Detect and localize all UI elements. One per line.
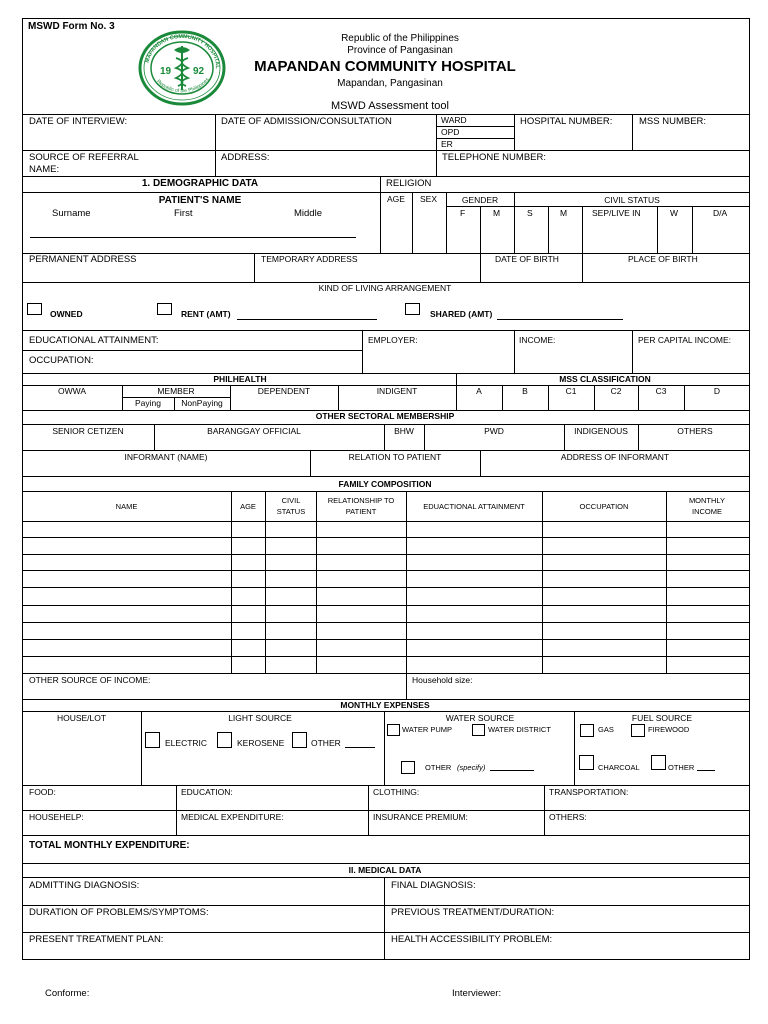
civil-w: W bbox=[670, 208, 679, 218]
family-composition-title: FAMILY COMPOSITION bbox=[338, 479, 432, 489]
shared-checkbox[interactable] bbox=[405, 303, 420, 315]
interviewer-label: Interviewer: bbox=[452, 988, 502, 999]
clothing-label: CLOTHING: bbox=[373, 787, 420, 797]
nonpaying-label: NonPaying bbox=[181, 398, 223, 408]
charcoal-label: CHARCOAL bbox=[598, 763, 640, 772]
bhw-label: BHW bbox=[394, 426, 414, 436]
owned-checkbox[interactable] bbox=[27, 303, 42, 315]
surname-label: Surname bbox=[52, 208, 91, 219]
water-pump-checkbox[interactable] bbox=[387, 724, 400, 736]
demographic-title: 1. DEMOGRAPHIC DATA bbox=[141, 178, 259, 189]
address-of-informant-label: ADDRESS OF INFORMANT bbox=[560, 452, 670, 462]
light-source-label: LIGHT SOURCE bbox=[228, 713, 292, 723]
date-of-interview-label: DATE OF INTERVIEW: bbox=[29, 116, 128, 127]
mss-a: A bbox=[476, 386, 482, 396]
total-expenditure-label: TOTAL MONTHLY EXPENDITURE: bbox=[29, 840, 190, 851]
admitting-diagnosis-label: ADMITTING DIAGNOSIS: bbox=[29, 880, 140, 891]
mss-c3: C3 bbox=[655, 386, 667, 396]
dependent-label: DEPENDENT bbox=[257, 386, 311, 396]
duration-of-problems-label: DURATION OF PROBLEMS/SYMPTOMS: bbox=[29, 907, 209, 918]
gender-label: GENDER bbox=[461, 195, 499, 205]
gender-m: M bbox=[493, 208, 501, 218]
province-text: Province of Pangasinan bbox=[347, 45, 453, 56]
owwa-label: OWWA bbox=[57, 386, 86, 396]
seal-year-left: 19 bbox=[160, 66, 172, 77]
fuel-other-checkbox[interactable] bbox=[651, 755, 666, 770]
gender-f: F bbox=[460, 208, 466, 218]
gas-checkbox[interactable] bbox=[580, 724, 594, 737]
water-specify-label: (specify) bbox=[457, 763, 486, 772]
age-label: AGE bbox=[387, 194, 405, 204]
water-source-label: WATER SOURCE bbox=[445, 713, 515, 723]
others-expense-label: OTHERS: bbox=[549, 812, 587, 822]
permanent-address-label: PERMANENT ADDRESS bbox=[29, 254, 137, 265]
indigent-label: INDIGENT bbox=[376, 386, 418, 396]
rent-checkbox[interactable] bbox=[157, 303, 172, 315]
senior-citizen-label: SENIOR CETIZEN bbox=[52, 426, 124, 436]
educational-attainment-label: EDUCATIONAL ATTAINMENT: bbox=[29, 335, 159, 346]
relation-to-patient-label: RELATION TO PATIENT bbox=[348, 452, 442, 462]
owned-label: OWNED bbox=[50, 309, 83, 319]
medical-data-title: II. MEDICAL DATA bbox=[348, 865, 422, 875]
member-label: MEMBER bbox=[157, 386, 195, 396]
mss-d: D bbox=[713, 386, 721, 396]
firewood-checkbox[interactable] bbox=[631, 724, 645, 737]
fuel-source-label: FUEL SOURCE bbox=[631, 713, 693, 723]
others-sectoral-label: OTHERS bbox=[677, 426, 713, 436]
assessment-tool-title: MSWD Assessment tool bbox=[331, 100, 449, 112]
household-size-label: Household size: bbox=[412, 675, 473, 685]
living-arrangement-title: KIND OF LIVING ARRANGEMENT bbox=[318, 283, 452, 293]
health-accessibility-label: HEALTH ACCESSIBILITY PROBLEM: bbox=[391, 934, 553, 945]
education-expense-label: EDUCATION: bbox=[181, 787, 233, 797]
address-label: ADDRESS: bbox=[221, 152, 270, 163]
opd-label: OPD bbox=[441, 127, 460, 137]
family-col-age: AGE bbox=[240, 502, 256, 511]
family-col-relationship: RELATIONSHIP TO PATIENT bbox=[327, 496, 395, 516]
kerosene-label: KEROSENE bbox=[237, 738, 285, 748]
civil-status-label: CIVIL STATUS bbox=[604, 195, 660, 205]
hospital-location: Mapandan, Pangasinan bbox=[337, 78, 443, 89]
barangay-official-label: BARANGGAY OFFICIAL bbox=[207, 426, 301, 436]
telephone-label: TELEPHONE NUMBER: bbox=[442, 152, 546, 163]
patients-name-label: PATIENT'S NAME bbox=[158, 195, 242, 206]
kerosene-checkbox[interactable] bbox=[217, 732, 232, 748]
date-of-admission-label: DATE OF ADMISSION/CONSULTATION bbox=[221, 116, 392, 127]
firewood-label: FIREWOOD bbox=[648, 725, 690, 734]
water-other-label: OTHER bbox=[425, 763, 452, 772]
pwd-label: PWD bbox=[484, 426, 504, 436]
civil-sep: SEP/LIVE IN bbox=[592, 208, 641, 218]
water-pump-label: WATER PUMP bbox=[402, 725, 452, 734]
sectoral-membership-title: OTHER SECTORAL MEMBERSHIP bbox=[315, 411, 455, 421]
gas-label: GAS bbox=[598, 725, 614, 734]
temporary-address-label: TEMPORARY ADDRESS bbox=[261, 254, 358, 264]
electric-label: ELECTRIC bbox=[165, 738, 208, 748]
er-label: ER bbox=[441, 139, 453, 149]
form-number: MSWD Form No. 3 bbox=[28, 21, 115, 32]
informant-name-label: INFORMANT (NAME) bbox=[124, 452, 208, 462]
househelp-label: HOUSEHELP: bbox=[29, 812, 84, 822]
medical-expenditure-label: MEDICAL EXPENDITURE: bbox=[181, 812, 284, 822]
electric-checkbox[interactable] bbox=[145, 732, 160, 748]
paying-label: Paying bbox=[135, 398, 161, 408]
per-capita-income-label: PER CAPITAL INCOME: bbox=[638, 335, 732, 345]
seal-bottom-text: Republic of the Philippines bbox=[155, 76, 211, 95]
water-other-checkbox[interactable] bbox=[401, 761, 415, 774]
date-of-birth-label: DATE OF BIRTH bbox=[495, 254, 559, 264]
charcoal-checkbox[interactable] bbox=[579, 755, 594, 770]
hospital-name: MAPANDAN COMMUNITY HOSPITAL bbox=[254, 58, 516, 75]
sex-label: SEX bbox=[420, 194, 438, 204]
final-diagnosis-label: FINAL DIAGNOSIS: bbox=[391, 880, 476, 891]
food-label: FOOD: bbox=[29, 787, 56, 797]
monthly-expenses-title: MONTHLY EXPENSES bbox=[340, 700, 430, 710]
seal-top-text: MAPANDAN COMMUNITY HOSPITAL bbox=[144, 33, 221, 69]
family-col-education: EDUACTIONAL ATTAINMENT bbox=[423, 502, 525, 511]
family-col-occupation: OCCUPATION bbox=[579, 502, 629, 511]
mss-c1: C1 bbox=[565, 386, 577, 396]
religion-label: RELIGION bbox=[386, 178, 432, 189]
water-district-label: WATER DISTRICT bbox=[488, 725, 551, 734]
source-of-referral-label: SOURCE OF REFERRAL bbox=[29, 152, 139, 163]
present-treatment-label: PRESENT TREATMENT PLAN: bbox=[29, 934, 164, 945]
ward-label: WARD bbox=[441, 115, 467, 125]
civil-s: S bbox=[527, 208, 533, 218]
employer-label: EMPLOYER: bbox=[368, 335, 418, 345]
indigenous-label: INDIGENOUS bbox=[574, 426, 628, 436]
mss-c2: C2 bbox=[610, 386, 622, 396]
referral-name-label: NAME: bbox=[29, 164, 60, 175]
mss-b: B bbox=[522, 386, 528, 396]
transportation-label: TRANSPORTATION: bbox=[549, 787, 629, 797]
light-other-checkbox[interactable] bbox=[292, 732, 307, 748]
hospital-seal bbox=[138, 30, 226, 106]
light-other-label: OTHER bbox=[311, 738, 341, 748]
republic-text: Republic of the Philippines bbox=[341, 33, 459, 44]
other-source-income-label: OTHER SOURCE OF INCOME: bbox=[29, 675, 151, 685]
water-district-checkbox[interactable] bbox=[472, 724, 485, 736]
family-col-civil-status: CIVIL STATUS bbox=[276, 496, 306, 516]
family-col-monthly-income: MONTHLY INCOME bbox=[688, 496, 726, 516]
civil-m: M bbox=[560, 208, 568, 218]
fuel-other-label: OTHER bbox=[668, 763, 695, 772]
seal-year-right: 92 bbox=[193, 66, 205, 77]
first-name-label: First bbox=[174, 208, 193, 219]
philhealth-title: PHILHEALTH bbox=[213, 374, 267, 384]
middle-name-label: Middle bbox=[294, 208, 322, 219]
income-label: INCOME: bbox=[519, 335, 556, 345]
conforme-label: Conforme: bbox=[45, 988, 90, 999]
house-lot-label: HOUSE/LOT bbox=[56, 713, 107, 723]
rent-label: RENT (AMT) bbox=[181, 309, 231, 319]
insurance-premium-label: INSURANCE PREMIUM: bbox=[373, 812, 468, 822]
hospital-number-label: HOSPITAL NUMBER: bbox=[520, 116, 613, 127]
occupation-label: OCCUPATION: bbox=[29, 355, 94, 366]
shared-label: SHARED (AMT) bbox=[430, 309, 493, 319]
family-col-name: NAME bbox=[115, 502, 138, 511]
mss-classification-title: MSS CLASSIFICATION bbox=[559, 374, 651, 384]
civil-da: D/A bbox=[713, 208, 728, 218]
mss-number-label: MSS NUMBER: bbox=[639, 116, 707, 127]
place-of-birth-label: PLACE OF BIRTH bbox=[628, 254, 698, 264]
previous-treatment-label: PREVIOUS TREATMENT/DURATION: bbox=[391, 907, 555, 918]
